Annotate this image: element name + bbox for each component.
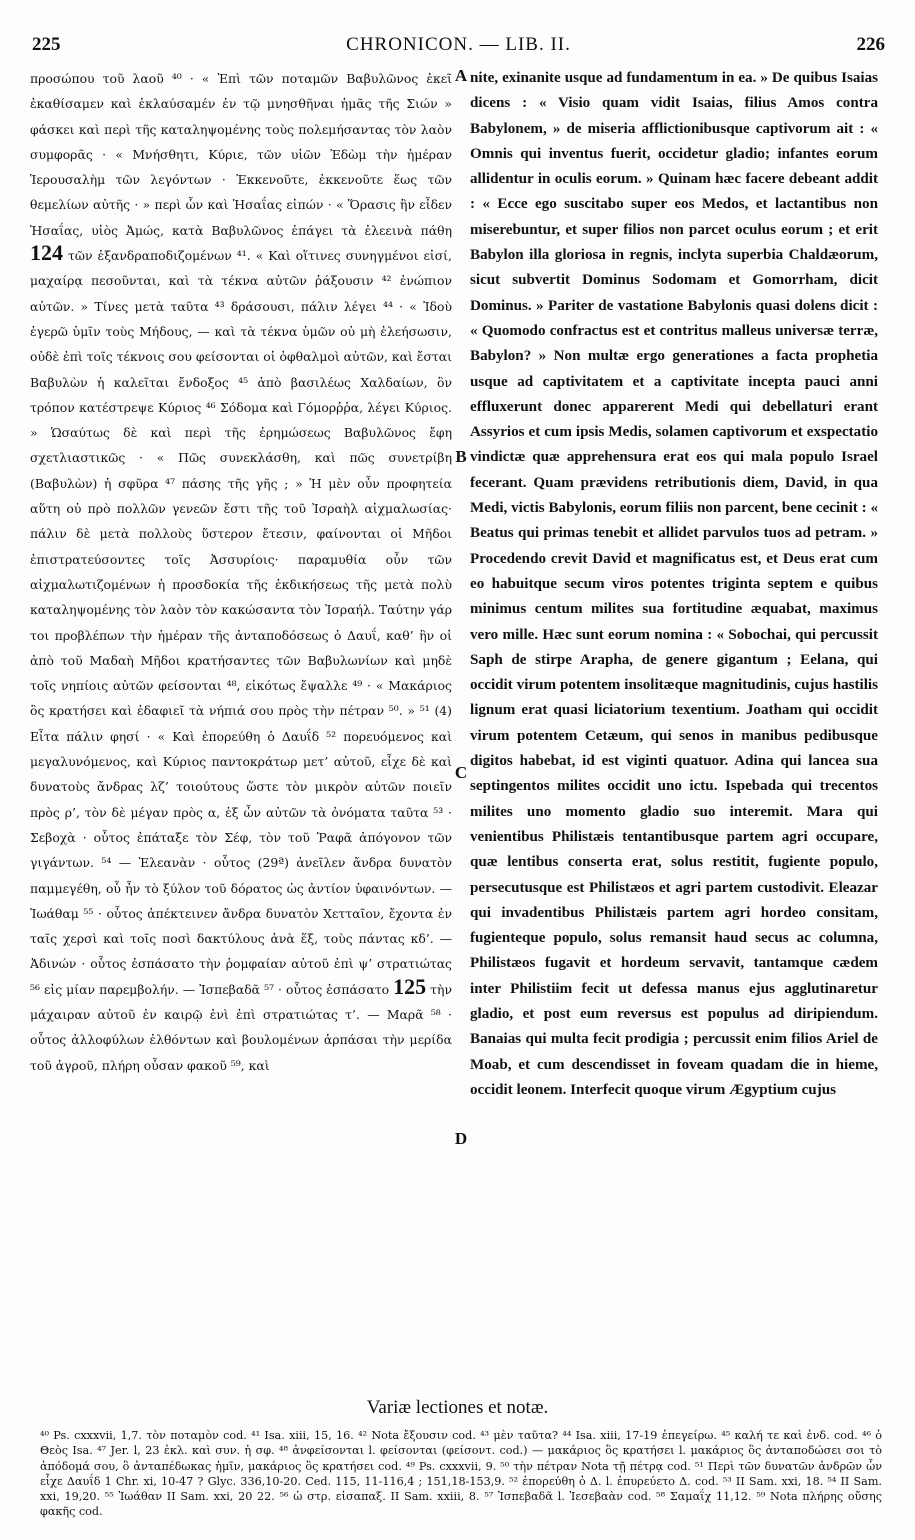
footnotes (40, 1428, 882, 1528)
page-number-left: 225 (32, 34, 61, 55)
margin-letter-a: A (454, 66, 468, 85)
margin-letter-c: C (454, 763, 468, 782)
latin-column (470, 66, 878, 1386)
greek-text-part-1: προσώπου τοῦ λαοῦ ⁴⁰ · « Ἐπὶ τῶν ποταμῶν Βαβυλῶνος ἐκεῖ ἐκαθίσαμεν καὶ ἐκλαύσαμέν ἐν τῷ μνησθῆναι ἡμᾶς τῆς Σιών » φάσκει καὶ περὶ τῆς καταληψομένης τοὺς πολεμήσαντας τὸν λαὸν συμφορᾶς · « Μνήσθητι, Κύριε, τῶν υἱῶν Ἐδὼμ τὴν ἡμέραν Ἱερουσαλὴμ τῶν λεγόντων · Ἐκκενοῦτε, ἐκκενοῦτε ἕως τῶν θεμελίων αὐτῆς · » περὶ ὧν καὶ Ἡσαΐας εἰπών · « Ὅρασις ἣν εἶδεν Ἡσαΐας, υἱὸς Ἀμώς, κατὰ Βαβυλῶνος ἐπάγει τὰ ἐλεεινὰ πάθη (30, 71, 452, 238)
running-head (32, 34, 885, 58)
notes-heading: Variæ lectiones et notæ. (366, 1397, 549, 1418)
greek-column (30, 66, 452, 1386)
greek-paragraph (30, 66, 452, 1078)
running-title: CHRONICON. — LIB. II. (346, 34, 571, 55)
margin-letter-b: B (455, 447, 467, 466)
latin-paragraph: nite, exinanite usque ad fundamentum in ea. » De quibus Isaias dicens : « Visio quam vidit Isaias, filius Amos contra Babylonem, » de miseria afflictionibusque captivorum ait : « Omnis qui inventus fuerit, occidetur gladio; infantes eorum allidentur in oculis eorum. » Quinam hæc facere debeant addit : « Ecce ego suscitabo super eos Medos, et lactantibus non miserebuntur, et super filios non parcet oculus eorum ; et erit Babylon illa gloriosa in regnis, inclyta superbia Chaldæorum, sicut subvertit Dominus Sodomam et Gomorrham, dicit Dominus. » Pariter de vastatione Babylonis quasi dolens dicit : « Quomodo confractus est et contritus malleus universæ terræ, Babylon? » Non multæ ergo generationes a facta prophetia usque ad captivitatem et a captivitate incepta pauci anni effluxerunt donec apparerent Medi qui debellaturi erant Assyrios et cum ipsis Medis, solamen captivorum et exspectatio vindictæ quæ apprehensura erat eos qui mala populo Israel fecerant. Quam prævidens retributionis diem, David, in qua Medi, victis Babylonis, eorum filiis non parcent, bene cecinit : « Beatus qui primas tenebit et allidet parvulos tuos ad petram. » Procedendo crevit David et magnificatus est, et Deus erat cum eo habuitque secum viros potentes triginta septem e quibus minimus centum milites sua fortitudine æquabat, maximus vero mille. Hæc sunt eorum nomina : « Sobochai, qui percussit Saph de stirpe Arapha, de genere gigantum ; Eelana, qui occidit virum potentem insolitæque magnitudinis, cujus hastilis lignum erat quasi liciatorium texentium. Joatham qui occidit virum potentem Cetæum, qui senos in manibus pedibusque digitos habebat, id est viginti quatuor. Adina qui lancea sua septingentos milites occidit uno ictu. Ispebada qui trecentos milites uno momento gladio suo interemit. Mara qui venientibus Philistæis tentantibusque partem agri occupare, quæ lentibus conserta erat, solus restitit, fugiente populo, persecutusque est Philistæos et agri partem custodivit. Eleazar qui invadentibus Philistæis partem agri hordeo consitam, fugienteque populo, solus remansit haud secus ac columna, Philistæos fugavit et hordeum servavit, tantamque cædem inter Philistiim fecit ut defessa manus ejus agglutinaretur gladio, et post eum reversus est populus ad diripiendum. Banaias qui multa fecit prodigia ; percussit enim filios Ariel de Moab, et cum descendisset in foveam quadam die in hieme, occidit leonem. Interfecit quoque virum Ægyptium cujus (470, 70, 878, 1098)
margin-letter-d: D (454, 1129, 468, 1148)
greek-text-part-3: τὴν μάχαιραν αὐτοῦ ἐν καιρῷ ἑνὶ ἐπὶ στρατιώτας τ’. — Μαρᾶ ⁵⁸ · οὗτος ἀλλοφύλων ἐλθόντων καὶ βουλομένων ἁρπάσαι τὴν μερίδα τοῦ ἀγροῦ, πλήρη οὖσαν φακοῦ ⁵⁹, καὶ (30, 981, 452, 1073)
marginal-page-number-124: 124 (30, 240, 63, 266)
greek-text-part-2: τῶν ἐξανδραποδιζομένων ⁴¹. « Καὶ οἵτινες συνηγμένοι εἰσί, μαχαίρᾳ πεσοῦνται, καὶ τὰ τέκνα αὐτῶν ῥάξουσιν ⁴² ἐνώπιον αὐτῶν. » Τίνες μετὰ ταῦτα ⁴³ δράσουσι, πάλιν λέγει ⁴⁴ · « Ἰδοὺ ἐγερῶ ὑμῖν τοὺς Μήδους, — καὶ τὰ τέκνα ὑμῶν οὐ μὴ ἐλεήσωσιν, οὐδὲ ἐπὶ τοῖς τέκνοις σου φείσονται οἱ ὀφθαλμοὶ αὐτῶν, καὶ ἔσται Βαβυλὼν ἡ καλεῖται ἔνδοξος ⁴⁵ ἀπὸ βασιλέως Χαλδαίων, ὃν τρόπον κατέστρεψε Κύριος ⁴⁶ Σόδομα καὶ Γόμορῤῥα, λέγει Κύριος. » Ὡσαύτως δὲ καὶ περὶ τῆς ἐρημώσεως Βαβυλῶνος ἔφη σχετλιαστικῶς · « Πῶς συνεκλάσθη, καὶ πῶς συνετρίβη (Βαβυλὼν) ἡ σφῦρα ⁴⁷ πάσης τῆς γῆς ; » Ἡ μὲν οὖν προφητεία αὕτη οὐ πρὸ πολλῶν γενεῶν ἔστι τῆς τοῦ Ἰσραὴλ αἰχμαλωσίας· πάλιν δὲ μετὰ πολλοὺς ὕστερον ἔτεσιν, φαίνονται οἱ Μῆδοι ἐπιστρατεύσοντες τοῖς Ἀσσυρίοις· παραμυθία οὖν τῶν αἰχμαλωτιζομένων ἡ προσδοκία τῆς ἐκδικήσεως τῆς μετὰ πολὺ καταληψομένης τὸν λαὸν τὸν κακώσαντα τὸν Ἰσραήλ. Ταύτην γάρ τοι προβλέπων τὴν ἡμέραν τῆς ἀνταποδόσεως ὁ Δαυΐ, καθ’ ἣν οἱ ἀπὸ τοῦ Μαδαὴ Μῆδοι κρατήσαντες τῶν Βαβυλωνίων καὶ μηδὲ τοῖς νηπίοις αὐτῶν φείσονται ⁴⁸, εἰκότως ἔψαλλε ⁴⁹ · « Μακάριος ὃς κρατήσει καὶ ἐδαφιεῖ τὰ νήπιά σου πρὸς τὴν πέτραν ⁵⁰. » ⁵¹ (4) Εἶτα πάλιν φησί · « Καὶ ἐπορεύθη ὁ Δαυΐδ ⁵² πορευόμενος καὶ μεγαλυνόμενος, καὶ Κύριος παντοκράτωρ μετ’ αὐτοῦ, εἶχε δὲ καὶ δυνατοὺς ἄνδρας λζ’ τοιούτους ὥστε τὸν μικρὸν αὐτῶν ποιεῖν πρὸς ρ’, τὸν δὲ μέγαν πρὸς α, ἐξ ὧν αὐτῶν τὰ ὀνόματα ταῦτα ⁵³ · Σεβοχὰ · οὗτος ἐπάταξε τὸν Σέφ, τὸν τοῦ Ῥαφᾶ ἀπόγονον τῶν γιγάντων. ⁵⁴ — Ἐλεανὰν · οὗτος (29ª) ἀνεῖλεν ἄνδρα δυνατὸν παμμεγέθη, οὗ ἦν τὸ ξύλον τοῦ δόρατος ὡς ἀντίον ὑφαινόντων. — Ἰωάθαμ ⁵⁵ · οὗτος ἀπέκτεινεν ἄνδρα δυνατὸν Χετταῖον, ἔχοντα ἐν ταῖς χερσὶ καὶ τοῖς ποσὶ δακτύλους ἀνὰ ἕξ, τοὺς πάντας κδ’. — Ἀδινών · οὗτος ἐσπάσατο τὴν ῥομφαίαν αὐτοῦ ἐπὶ ψ’ στρατιώτας ⁵⁶ εἰς μίαν παρεμβολήν. — Ἰσπεβαδᾶ ⁵⁷ · οὗτος ἐσπάσατο (30, 248, 452, 997)
footnotes-text: ⁴⁰ Ps. cxxxvii, 1,7. τὸν ποταμὸν cod. ⁴¹ Isa. xiii, 15, 16. ⁴² Nota ἔξουσιν cod. ⁴³ μὲν ταῦτα? ⁴⁴ Isa. xiii, 17-19 ἐπεγείρω. ⁴⁵ καλή τε καὶ ἐνδ. cod. ⁴⁶ ὁ Θεὸς Isa. ⁴⁷ Jer. l, 23 ἐκλ. καὶ συν. ἡ σφ. ⁴⁸ ἀνφείσονται l. φείσονται (φείσοντ. cod.) — μακάριος ὃς κρατήσει l. μακάριος ὃς ἀνταποδώσει σοι τὸ ἀπόδομά σου, ὃ ἀνταπέδωκας ἡμῖν, μακάριος ὃς κρατήσει cod. ⁴⁹ Ps. cxxxvii, 9. ⁵⁰ τὴν πέτραν Nota τῇ πέτρᾳ cod. ⁵¹ Περὶ τῶν δυνατῶν ἀνδρῶν ὧν εἶχε Δαυΐδ 1 Chr. xi, 10-47 ? Glyc. 336,10-20. Ced. 115, 11-116,4 ; 151,18-153,9. ⁵² ἐπορεύθη ὁ Δ. l. ἐπυρεύετο Δ. cod. ⁵³ II Sam. xxi, 18. ⁵⁴ II Sam. xxi, 19,20. ⁵⁵ Ἰωάθαν II Sam. xxi, 20 22. ⁵⁶ ὡ στρ. εἰσαπαξ. II Sam. xxiii, 8. ⁵⁷ Ἰσπεβαδᾶ l. Ἰεσεβαὰν cod. ⁵⁸ Σαμαΐχ 11,12. ⁵⁹ Nota πλήρης οὔσης φακῆς cod. (40, 1429, 882, 1519)
page-number-right: 226 (856, 34, 885, 55)
marginal-page-number-125: 125 (393, 973, 427, 999)
